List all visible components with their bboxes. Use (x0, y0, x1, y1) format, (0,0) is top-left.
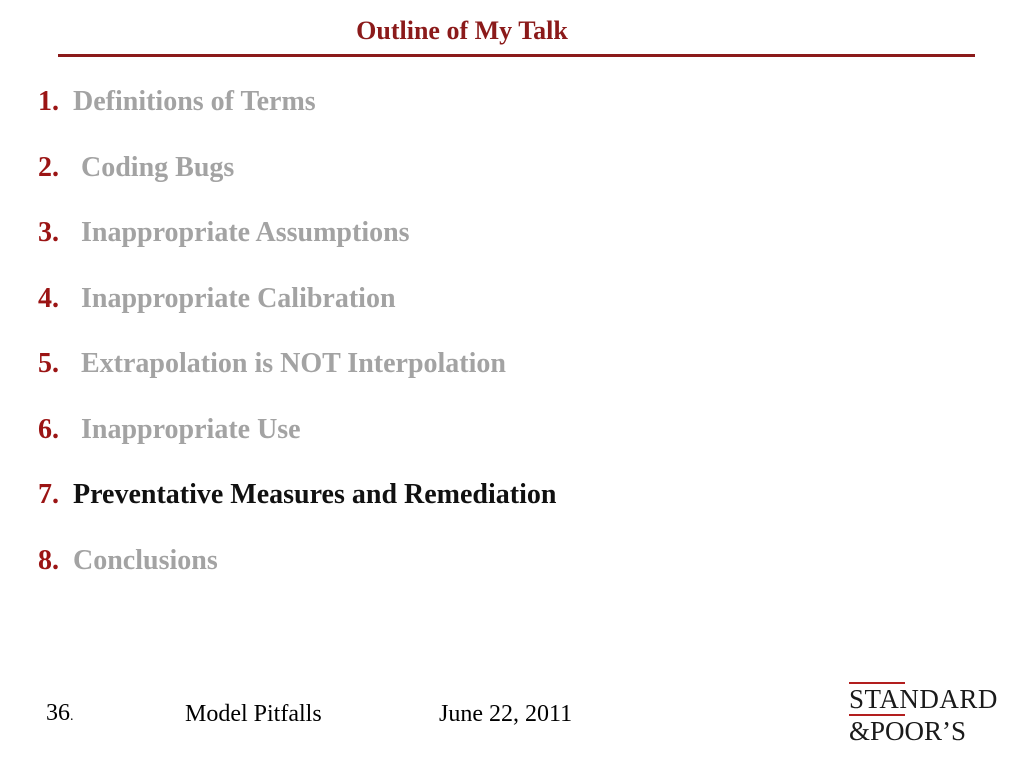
outline-number: 6. (38, 413, 59, 445)
outline-item-3 (38, 211, 556, 277)
standard-and-poors-logo (849, 682, 1001, 746)
outline-list (38, 80, 556, 604)
slide-title: Outline of My Talk (356, 16, 568, 45)
page-number-suffix: . (70, 709, 74, 724)
outline-item-4 (38, 277, 556, 343)
outline-item-6 (38, 408, 556, 474)
outline-number: 7. (38, 479, 59, 510)
outline-number: 1. (38, 86, 59, 117)
outline-number: 3. (38, 217, 59, 248)
outline-number: 2. (38, 151, 59, 183)
page-number (46, 700, 74, 727)
outline-label: Coding Bugs (81, 151, 235, 183)
outline-item-5 (38, 342, 556, 408)
outline-number: 4. (38, 282, 59, 314)
outline-label: Preventative Measures and Remediation (73, 479, 557, 510)
outline-item-8 (38, 539, 556, 605)
outline-number: 5. (38, 348, 59, 379)
logo-line-2: &POOR’S (849, 716, 967, 746)
outline-item-7-current (38, 473, 556, 539)
outline-label: Inappropriate Assumptions (81, 217, 410, 248)
outline-item-2 (38, 146, 556, 212)
page-number-value: 36 (46, 700, 70, 726)
title-divider (58, 54, 975, 57)
presentation-title: Model Pitfalls (185, 701, 322, 727)
outline-label: Inappropriate Use (81, 413, 301, 445)
outline-item-1 (38, 80, 556, 146)
outline-label: Inappropriate Calibration (81, 282, 396, 314)
outline-label: Definitions of Terms (73, 86, 316, 117)
logo-line-1: STANDARD (849, 684, 998, 714)
presentation-date: June 22, 2011 (439, 701, 573, 727)
outline-label: Extrapolation is NOT Interpolation (81, 348, 506, 379)
outline-label: Conclusions (73, 544, 218, 576)
outline-number: 8. (38, 544, 59, 576)
